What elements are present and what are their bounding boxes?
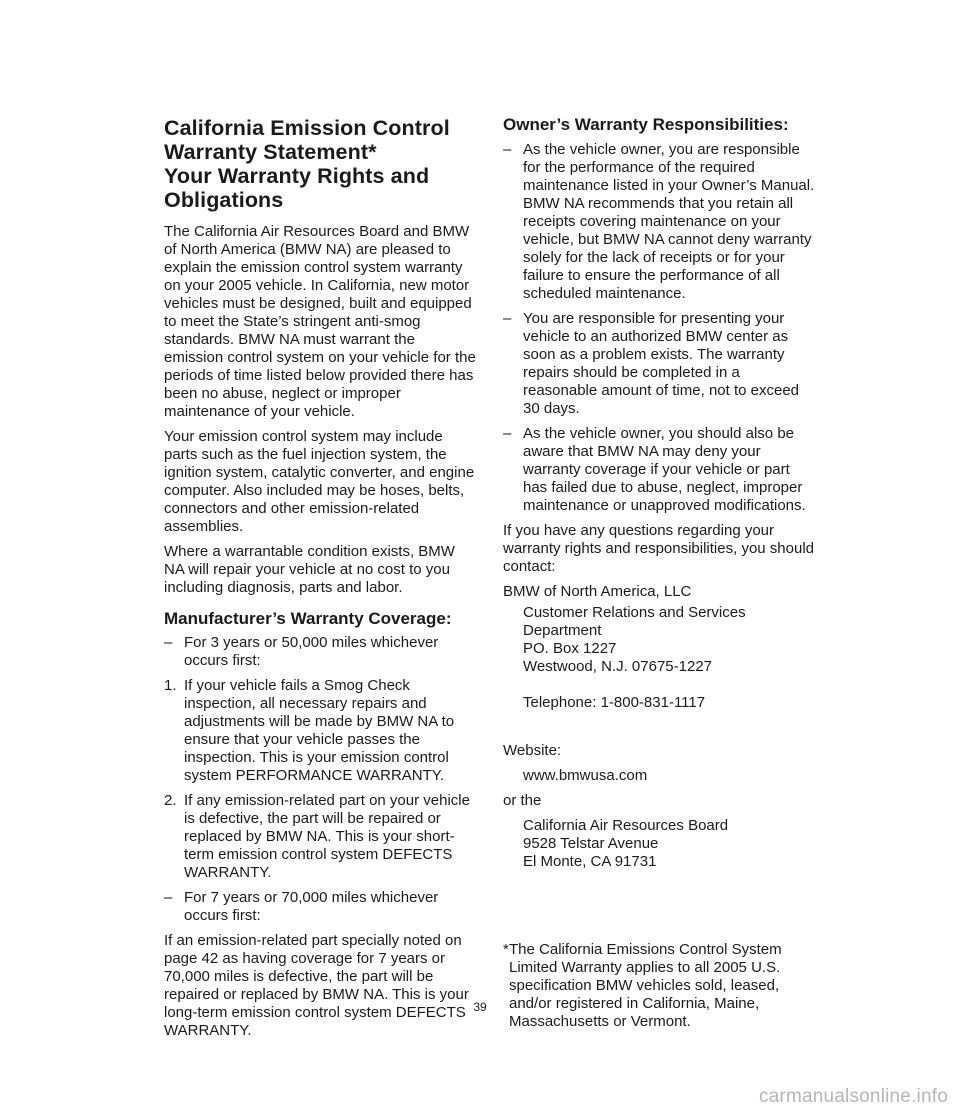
owner-item (503, 425, 815, 515)
item-text: As the vehicle owner, you are responsible for the performance of the required maintenance listed in your Owner’s Manual. BMW NA recommends that you retain all receipts covering maintenance on your vehicle, but BMW NA cannot deny warranty solely for the lack of receipts or for your failure to ensure the performance of all scheduled maintenance. (523, 141, 815, 302)
coverage-item (164, 634, 476, 670)
contact-intro: If you have any questions regarding your warranty rights and responsibilities, you should contact: (503, 522, 814, 575)
address-block (503, 604, 815, 712)
item-marker: 2. (164, 792, 177, 809)
address-line: Customer Relations and Services (523, 604, 746, 621)
item-marker: – (503, 141, 512, 158)
item-text: For 7 years or 70,000 miles whichever occurs first: (184, 889, 439, 924)
footnote-text: The California Emissions Control System Limited Warranty applies to all 2005 U.S. specification BMW vehicles sold, leased, and/or registered in California, Maine, Massachusetts or Vermont. (509, 941, 782, 1030)
carb-address-block (503, 817, 815, 871)
watermark: carmanualsonline.info (758, 1086, 948, 1107)
website-label: Website: (503, 742, 562, 759)
coverage-item (164, 677, 476, 785)
address-line: 9528 Telstar Avenue (523, 835, 659, 852)
item-marker: – (164, 634, 173, 651)
website-link[interactable]: www.bmwusa.com (523, 767, 648, 784)
item-marker: – (503, 310, 512, 327)
closing-paragraph: If an emission-related part specially noted on page 42 as having coverage for 7 years or 70,000 miles is defective, the part will be repaired or replaced by BMW NA. This is your long-term emission control system DEFECTS WARRANTY. (164, 932, 469, 1039)
title-line: Obligations (164, 188, 284, 212)
item-text: For 3 years or 50,000 miles whichever occurs first: (184, 634, 439, 669)
address-line: El Monte, CA 91731 (523, 853, 657, 870)
item-text: As the vehicle owner, you should also be aware that BMW NA may deny your warranty coverage if your vehicle or part has failed due to abuse, neglect, improper maintenance or unapproved modifications. (523, 425, 806, 514)
title-line: Warranty Statement* (164, 140, 377, 164)
page-number: 39 (473, 1000, 487, 1014)
address-line: Department (523, 622, 602, 639)
coverage-item (164, 792, 476, 882)
owner-heading: Owner’s Warranty Responsibilities: (503, 115, 789, 134)
footnote-star: * (503, 941, 509, 958)
title-line: California Emission Control (164, 116, 450, 140)
left-column (164, 116, 476, 1040)
telephone: Telephone: 1-800-831-1117 (523, 694, 706, 711)
footnote (503, 941, 815, 1031)
owner-item (503, 141, 815, 303)
intro-paragraph: The California Air Resources Board and BMW of North America (BMW NA) are pleased to explain the emission control system warranty on your 2005 vehicle. In California, new motor vehicles must be designed, built and equipped to meet the State’s stringent anti-smog standards. BMW NA must warrant the emission control system on your vehicle for the periods of time listed below provided there has been no abuse, neglect or improper maintenance of your vehicle. (164, 223, 476, 420)
item-text: You are responsible for presenting your vehicle to an authorized BMW center as soon as a problem exists. The warranty repairs should be completed in a reasonable amount of time, not to exceed 30 days. (523, 310, 800, 417)
item-marker: – (503, 425, 512, 442)
coverage-item (164, 889, 476, 925)
intro-paragraph: Where a warrantable condition exists, BMW NA will repair your vehicle at no cost to you including diagnosis, parts and labor. (164, 543, 455, 596)
or-the-text: or the (503, 792, 542, 809)
item-marker: – (164, 889, 173, 906)
title-line: Your Warranty Rights and (164, 164, 430, 188)
address-line: Westwood, N.J. 07675-1227 (523, 658, 713, 675)
coverage-heading: Manufacturer’s Warranty Coverage: (164, 609, 452, 628)
item-marker: 1. (164, 677, 177, 694)
page-title (164, 116, 476, 212)
address-line: PO. Box 1227 (523, 640, 617, 657)
owner-item (503, 310, 815, 418)
right-column (503, 115, 815, 1031)
intro-paragraph: Your emission control system may include parts such as the fuel injection system, the ignition system, catalytic converter, and engine computer. Also included may be hoses, belts, connectors and other emission-related assemblies. (164, 428, 475, 535)
address-line: California Air Resources Board (523, 817, 729, 834)
company-name: BMW of North America, LLC (503, 583, 692, 600)
item-text: If any emission-related part on your vehicle is defective, the part will be repaired or replaced by BMW NA. This is your short-term emission control system DEFECTS WARRANTY. (184, 792, 470, 881)
item-text: If your vehicle fails a Smog Check inspection, all necessary repairs and adjustments will be made by BMW NA to ensure that your vehicle passes the inspection. This is your emission control system PERFORMANCE WARRANTY. (184, 677, 455, 784)
